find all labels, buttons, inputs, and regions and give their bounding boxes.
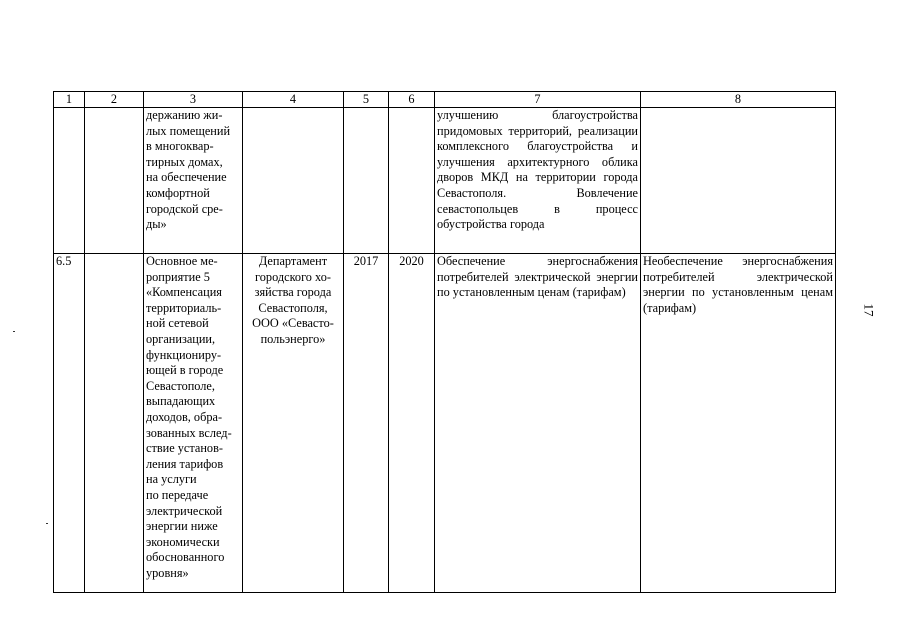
column-header: 6 (389, 92, 435, 108)
column-header: 8 (641, 92, 836, 108)
header-row (54, 92, 836, 108)
column-header: 1 (54, 92, 85, 108)
column-header: 4 (243, 92, 344, 108)
cell-start-year (344, 108, 389, 254)
program-table (53, 91, 836, 593)
table-row (54, 254, 836, 593)
cell-consequences: Необеспечение энергоснабжения потребителей электрической энергии по установленным ценам (тарифам) (641, 254, 836, 593)
table-row (54, 108, 836, 254)
cell-number: 6.5 (54, 254, 85, 593)
cell-number (54, 108, 85, 254)
cell-end-year (389, 108, 435, 254)
cell-measure: Основное ме- роприятие 5 «Компенсация территориаль- ной сетевой организации, функциониру- ющей в городе Севастополе, выпадающих доходов, обра- зованных вслед- ствие установ- ления тарифов на услуги по передаче электрической энергии ниже экономически обоснованного уровня» (144, 254, 243, 593)
cell-expected-result: улучшению благоустройства придомовых территорий, реализации комплексного благоустройства и улучшения архитектурного облика дворов МКД на территории города Севастополя. Вовлечение севастопольцев в процесс обустройства города (435, 108, 641, 254)
cell-measure: держанию жи- лых помещений в многоквар- тирных домах, на обеспечение комфортной городской сре- ды» (144, 108, 243, 254)
scan-speck (46, 523, 48, 524)
page-number: 17 (861, 303, 877, 317)
cell-col2 (85, 108, 144, 254)
column-header: 2 (85, 92, 144, 108)
column-header: 7 (435, 92, 641, 108)
cell-executor (243, 108, 344, 254)
column-header: 3 (144, 92, 243, 108)
cell-expected-result: Обеспечение энергоснабжения потребителей электрической энергии по установленным ценам (тарифам) (435, 254, 641, 593)
cell-col2 (85, 254, 144, 593)
scan-speck (13, 331, 15, 332)
cell-start-year: 2017 (344, 254, 389, 593)
cell-executor: Департамент городского хо- зяйства города Севастополя, ООО «Севасто- польэнерго» (243, 254, 344, 593)
cell-consequences (641, 108, 836, 254)
column-header: 5 (344, 92, 389, 108)
cell-end-year: 2020 (389, 254, 435, 593)
